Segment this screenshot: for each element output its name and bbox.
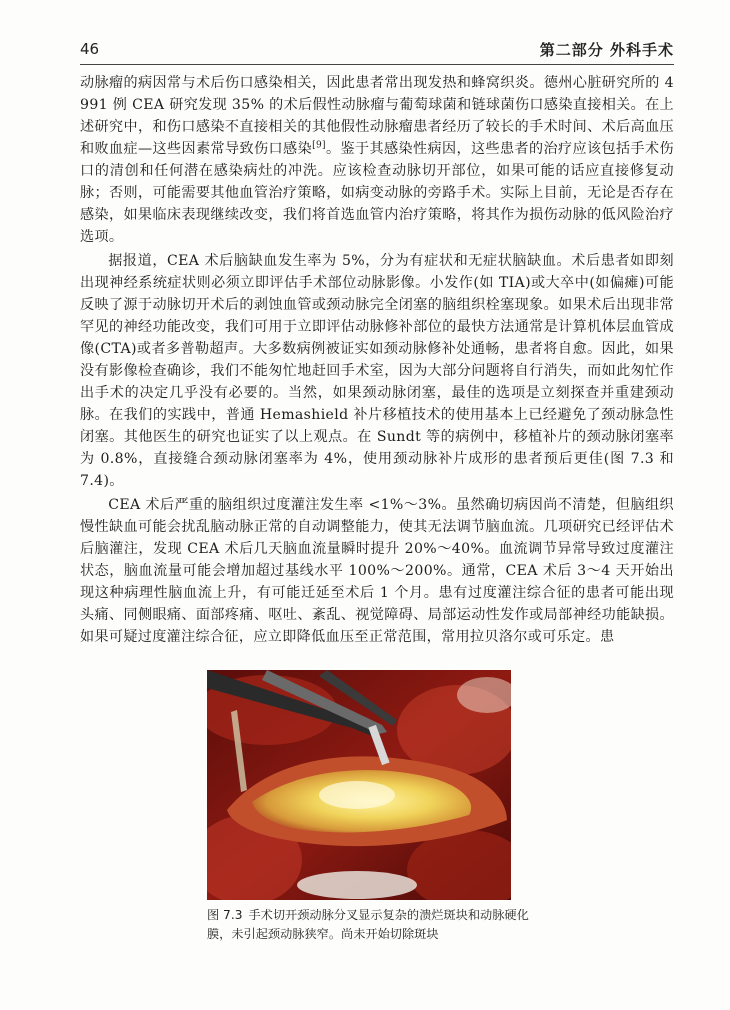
body-text bbox=[80, 72, 674, 650]
paragraph-2 bbox=[80, 250, 674, 492]
figure-caption-text: 手术切开颈动脉分叉显示复杂的溃烂斑块和动脉硬化膜，未引起颈动脉狭窄。尚未开始切除斑块 bbox=[207, 908, 529, 941]
figure-caption bbox=[207, 906, 537, 944]
paragraph-1 bbox=[80, 72, 674, 248]
surgical-photo bbox=[207, 670, 511, 900]
citation-superscript: [9] bbox=[312, 140, 326, 151]
section-title: 第二部分 外科手术 bbox=[539, 41, 674, 59]
paragraph-1-text-continued: 。鉴于其感染性病因，这些患者的治疗应该包括手术伤口的清创和任何潜在感染病灶的冲洗。应该检查动脉切开部位，如果可能的话应直接修复动脉；否则，可能需要其他血管治疗策略，如病变动脉的旁路手术。实际上目前，无论是否存在感染，如果临床表现继续改变，我们将首选血管内治疗策略，将其作为损伤动脉的低风险治疗选项。 bbox=[80, 141, 674, 245]
paragraph-3-text: CEA 术后严重的脑组织过度灌注发生率 <1%～3%。虽然确切病因尚不清楚，但脑组织慢性缺血可能会扰乱脑动脉正常的自动调整能力，使其无法调节脑血流。几项研究已经评估术后脑灌注，发现 CEA 术后几天脑血流量瞬时提升 20%～40%。血流调节异常导致过度灌注状态，脑血流量可能会增加超过基线水平 100%～200%。通常，CEA 术后 3～4 天开始出现这种病理性脑血流上升，有可能迁延至术后 1 个月。患有过度灌注综合征的患者可能出现头痛、同侧眼痛、面部疼痛、呕吐、紊乱、视觉障碍、局部运动性发作或局部神经功能缺损。如果可疑过度灌注综合征，应立即降低血压至正常范围，常用拉贝洛尔或可乐定。患 bbox=[80, 497, 674, 645]
paragraph-1-text: 动脉瘤的病因常与术后伤口感染相关，因此患者常出现发热和蜂窝织炎。德州心脏研究所的 4 991 例 CEA 研究发现 35% 的术后假性动脉瘤与葡萄球菌和链球菌伤口感染直接相关。在上述研究中，和伤口感染不直接相关的其他假性动脉瘤患者经历了较长的手术时间、术后高血压和败血症—这些因素常导致伤口感染 bbox=[80, 75, 674, 157]
surgical-photo-figure bbox=[207, 670, 511, 900]
page-number: 46 bbox=[80, 40, 100, 58]
paragraph-3 bbox=[80, 494, 674, 648]
figure-label: 图 7.3 bbox=[207, 908, 243, 922]
page-header bbox=[80, 38, 674, 64]
header-divider bbox=[80, 64, 674, 65]
paragraph-2-text: 据报道，CEA 术后脑缺血发生率为 5%，分为有症状和无症状脑缺血。术后患者如即刻出现神经系统症状则必须立即评估手术部位动脉影像。小发作(如 TIA)或大卒中(如偏瘫)可能反映了源于动脉切开术后的剥蚀血管或颈动脉完全闭塞的脑组织栓塞现象。如果术后出现非常罕见的神经功能改变，我们可用于立即评估动脉修补部位的最快方法通常是计算机体层血管成像(CTA)或者多普勒超声。大多数病例被证实如颈动脉修补处通畅，患者将自愈。因此，如果没有影像检查确诊，我们不能匆忙地赶回手术室，因为大部分问题将自行消失，而如此匆忙作出手术的决定几乎没有必要的。当然，如果颈动脉闭塞，最佳的选项是立刻探查并重建颈动脉。在我们的实践中，普通 Hemashield 补片移植技术的使用基本上已经避免了颈动脉急性闭塞。其他医生的研究也证实了以上观点。在 Sundt 等的病例中，移植补片的颈动脉闭塞率为 0.8%，直接缝合颈动脉闭塞率为 4%，使用颈动脉补片成形的患者预后更佳(图 7.3 和 7.4)。 bbox=[80, 253, 674, 489]
